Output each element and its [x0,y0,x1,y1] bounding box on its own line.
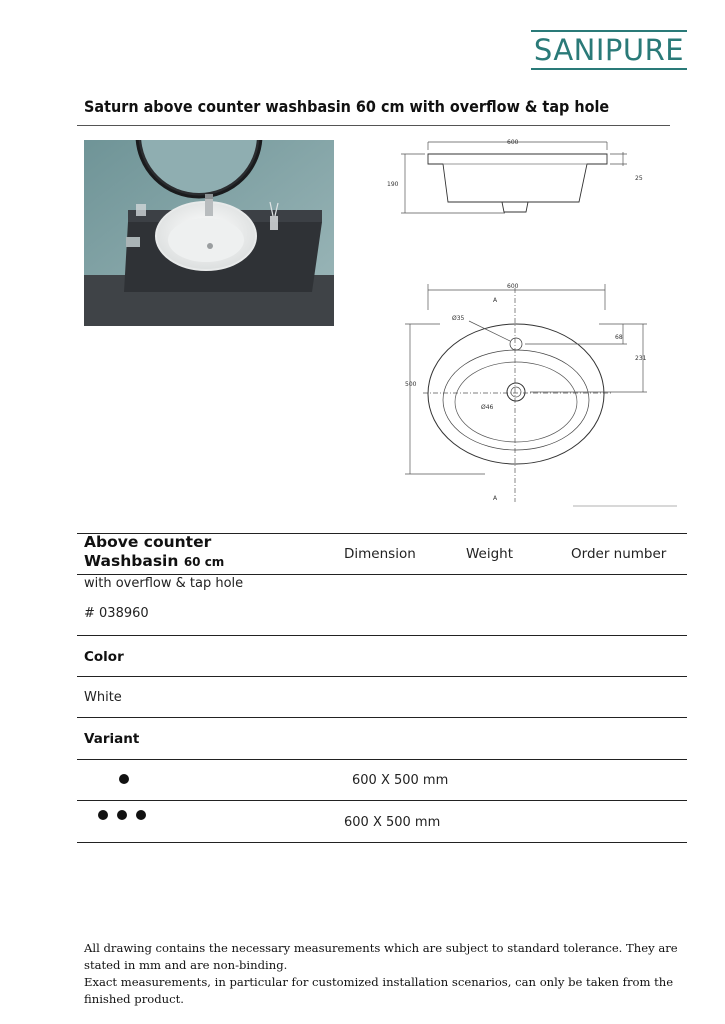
table-header-rule [77,574,687,575]
logo-text: SANIPURE [533,33,685,67]
side-rim-label: 25 [635,175,643,182]
variant-1-dimension: 600 X 500 mm [352,773,449,788]
column-order-number: Order number [571,546,667,562]
tap-offset-label: 68 [615,334,623,341]
brand-logo [531,30,687,72]
top-depth-label: 500 [405,381,417,388]
footer-line-2: Exact measurements, in particular for customized installation scenarios, can only be taken from the finished product. [84,975,674,1006]
color-value: White [84,690,122,705]
technical-drawing [385,130,685,515]
variant-dot-icon [98,810,108,820]
footer-note [84,940,684,1008]
column-dimension: Dimension [344,546,416,562]
variant-2-dots [98,809,155,824]
logo-top-bar [531,30,687,32]
footer-line-1: All drawing contains the necessary measurements which are subject to standard tolerance. They are stated in mm and are non-binding. [84,941,678,972]
column-weight: Weight [466,546,514,562]
section-label-top: A [493,297,498,304]
row-rule [77,759,687,760]
product-name-line1: Above counter [84,533,212,551]
drain-label: Ø46 [481,404,494,411]
page-title: Saturn above counter washbasin 60 cm with overflow & tap hole [84,97,610,116]
top-width-label: 600 [507,283,519,290]
section-label-bottom: A [493,495,498,502]
row-rule [77,635,687,636]
product-photo [84,140,334,326]
variant-1-dots [119,773,138,788]
side-view-drawing [387,139,643,213]
article-number: # 038960 [84,606,149,621]
product-size: 60 cm [183,555,225,569]
product-name-line2: Washbasin [84,552,179,570]
variant-dot-icon [117,810,127,820]
side-height-label: 190 [387,181,399,188]
color-label: Color [84,649,124,665]
side-width-label: 600 [507,139,519,146]
row-rule [77,676,687,677]
logo-bottom-bar [531,68,687,70]
table-bottom-rule [77,842,687,843]
variant-dot-icon [136,810,146,820]
row-rule [77,800,687,801]
row-rule [77,717,687,718]
product-name [84,533,224,572]
variant-2-dimension: 600 X 500 mm [344,815,441,830]
title-divider [77,125,670,126]
product-subtitle: with overflow & tap hole [84,576,244,591]
top-view-drawing [405,283,677,506]
tap-hole-label: Ø35 [452,315,465,322]
variant-label: Variant [84,731,140,747]
variant-dot-icon [119,774,129,784]
drain-offset-label: 231 [635,355,647,362]
